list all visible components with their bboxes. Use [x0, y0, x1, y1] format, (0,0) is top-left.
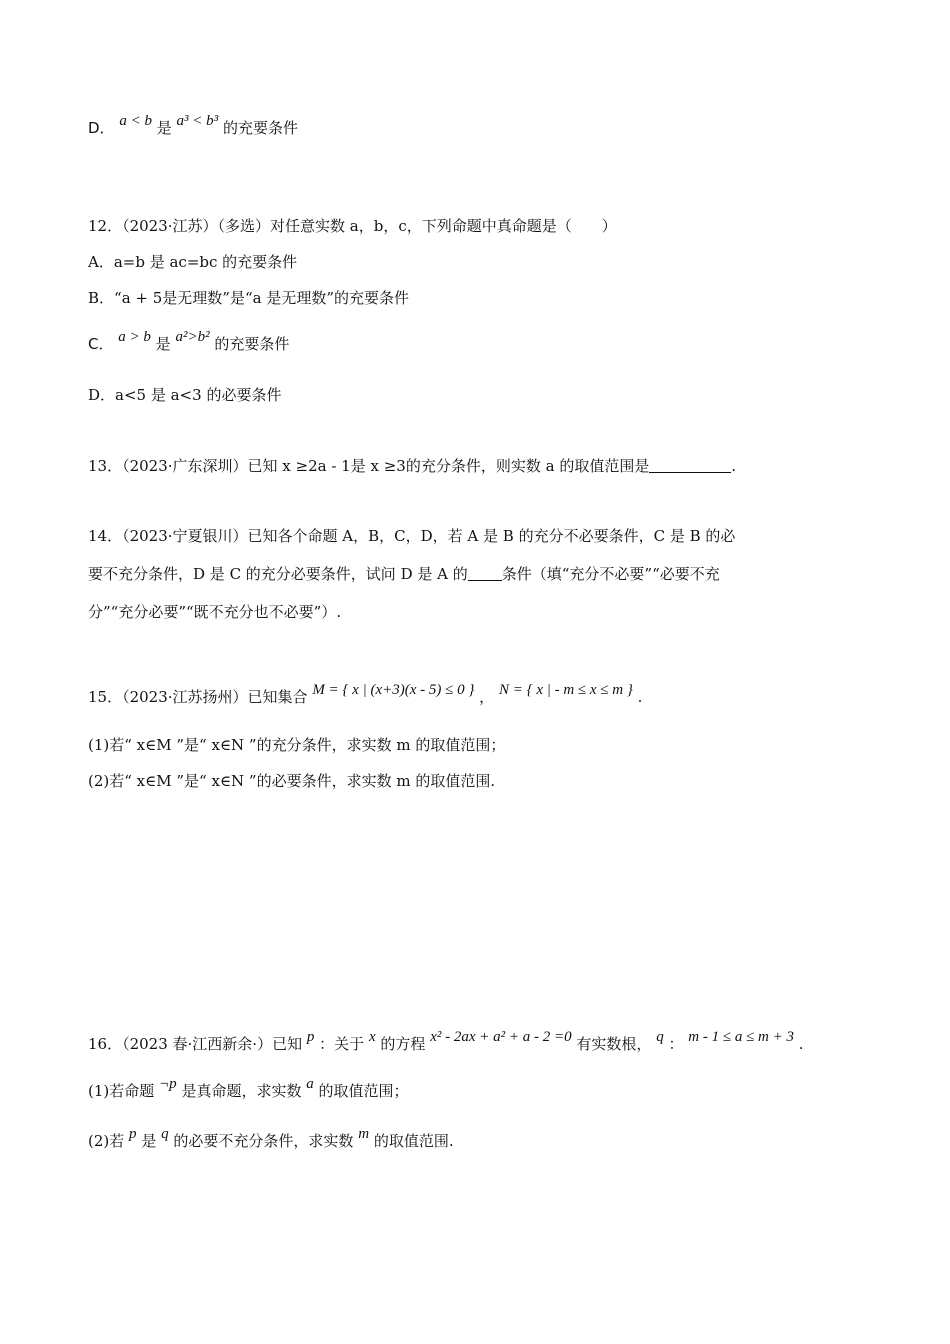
math-symbol: ¬p — [159, 1076, 177, 1092]
text: (1)若命题 — [88, 1082, 155, 1100]
q12-option-a: A．a=b 是 ac=bc 的充要条件 — [88, 253, 298, 271]
text: 13．（2023·广东深圳）已知 x ≥2a - 1是 x ≥3的充分条件，则实数 a 的取值范围是 — [88, 457, 650, 475]
q14-paragraph — [88, 517, 861, 631]
q12-option-b: B．“a + 5是无理数”是“a 是无理数”的充要条件 — [88, 289, 410, 307]
math-expression: a < b — [119, 113, 152, 129]
math-symbol: q — [656, 1029, 664, 1045]
text: 的充要条件 — [222, 119, 298, 137]
q16-part-1 — [88, 1076, 409, 1101]
text: ：关于 — [319, 1035, 365, 1053]
math-symbol: x — [368, 1029, 376, 1045]
text: 分”“充分必要”“既不充分也不必要”）. — [88, 603, 342, 621]
set-m-expression: M = { x | (x+3)(x - 5) ≤ 0 } — [312, 682, 475, 698]
text: 条件（填“充分不必要”“必要不充 — [501, 565, 720, 583]
text: 的必要不充分条件，求实数 — [173, 1132, 354, 1150]
equation-expression: x² - 2ax + a² + a - 2 =0 — [430, 1029, 572, 1045]
range-expression: m - 1 ≤ a ≤ m + 3 — [688, 1029, 795, 1045]
q15-part-2: (2)若“ x∈M ”是“ x∈N ”的必要条件，求实数 m 的取值范围. — [88, 772, 496, 790]
text: 要不充分条件，D 是 C 的充分必要条件，试问 D 是 A 的 — [88, 565, 468, 583]
text: . — [637, 688, 643, 706]
set-n-expression: N = { x | - m ≤ x ≤ m } — [498, 682, 633, 698]
math-symbol: m — [358, 1126, 370, 1142]
q11-option-d — [88, 113, 298, 138]
math-symbol: a — [306, 1076, 314, 1092]
q12-option-c — [88, 329, 290, 354]
text: . — [731, 457, 737, 475]
q12-stem: 12．（2023·江苏）（多选）对任意实数 a，b，c，下列命题中真命题是（ ） — [88, 217, 617, 235]
q13-stem — [88, 455, 736, 476]
math-symbol: p — [306, 1029, 315, 1045]
q15-part-1: (1)若“ x∈M ”是“ x∈N ”的充分条件，求实数 m 的取值范围； — [88, 736, 506, 754]
q15-stem — [88, 682, 643, 707]
text: . — [798, 1035, 804, 1053]
text: ， — [479, 688, 495, 706]
text: 14．（2023·宁夏银川）已知各个命题 A，B，C，D，若 A 是 B 的充分不必要条件，C 是 B 的必 — [88, 527, 736, 545]
answer-blank[interactable] — [468, 566, 502, 581]
text: 的取值范围； — [318, 1082, 409, 1100]
text: ： — [668, 1035, 684, 1053]
text: 有实数根， — [576, 1035, 652, 1053]
math-symbol: p — [129, 1126, 137, 1142]
option-label: C． — [88, 335, 114, 353]
q16-part-2 — [88, 1126, 454, 1151]
q16-stem — [88, 1029, 804, 1054]
math-expression: a³ < b³ — [176, 113, 219, 129]
text: 15．（2023·江苏扬州）已知集合 — [88, 688, 308, 706]
math-expression: a²>b² — [175, 329, 210, 345]
text: (2)若 — [88, 1132, 125, 1150]
option-label: D． — [88, 119, 115, 137]
text: 的充要条件 — [214, 335, 290, 353]
text: 是 — [155, 335, 171, 353]
text: 是 — [156, 119, 172, 137]
text: 的取值范围. — [373, 1132, 454, 1150]
answer-blank[interactable] — [649, 458, 731, 473]
text: 是 — [141, 1132, 157, 1150]
text: 是真命题，求实数 — [181, 1082, 302, 1100]
q12-option-d: D．a<5 是 a<3 的必要条件 — [88, 386, 282, 404]
math-symbol: q — [161, 1126, 169, 1142]
text: 16．（2023 春·江西新余·）已知 — [88, 1035, 303, 1053]
math-expression: a > b — [118, 329, 151, 345]
text: 的方程 — [380, 1035, 426, 1053]
